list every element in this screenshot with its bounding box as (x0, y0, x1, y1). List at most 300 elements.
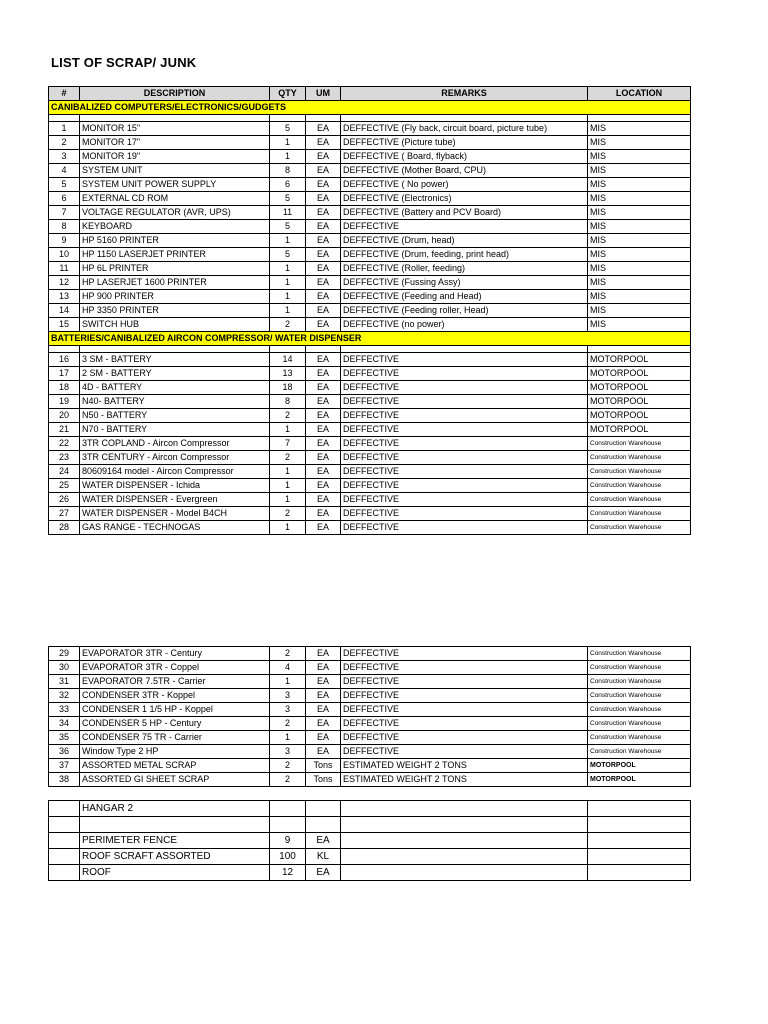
item-remarks (341, 849, 588, 865)
table-row (49, 833, 691, 849)
item-remarks: DEFFECTIVE (341, 521, 588, 535)
item-location: Construction Warehouse (588, 661, 691, 675)
item-number: 35 (49, 731, 80, 745)
item-um: EA (306, 381, 341, 395)
item-number: 12 (49, 276, 80, 290)
item-remarks: DEFFECTIVE (341, 409, 588, 423)
item-remarks: DEFFECTIVE (Feeding and Head) (341, 290, 588, 304)
item-description: CONDENSER 3TR - Koppel (80, 689, 270, 703)
item-location: MOTORPOOL (588, 395, 691, 409)
item-location: MIS (588, 136, 691, 150)
table-row (49, 150, 691, 164)
item-number: 18 (49, 381, 80, 395)
item-number: 22 (49, 437, 80, 451)
table-row (49, 703, 691, 717)
item-qty: 2 (270, 318, 306, 332)
item-qty: 5 (270, 248, 306, 262)
item-number: 19 (49, 395, 80, 409)
item-location: Construction Warehouse (588, 479, 691, 493)
item-number (49, 849, 80, 865)
item-remarks: DEFFECTIVE (341, 647, 588, 661)
item-um: EA (306, 703, 341, 717)
table-row (49, 521, 691, 535)
item-um: KL (306, 849, 341, 865)
page-title: LIST OF SCRAP/ JUNK (51, 55, 197, 70)
item-qty: 1 (270, 234, 306, 248)
spacer-cell (80, 346, 270, 353)
item-remarks: DEFFECTIVE (341, 367, 588, 381)
item-qty: 5 (270, 192, 306, 206)
item-um: EA (306, 353, 341, 367)
item-description: HP 5160 PRINTER (80, 234, 270, 248)
spacer-cell (588, 346, 691, 353)
item-description: 4D - BATTERY (80, 381, 270, 395)
item-qty: 2 (270, 647, 306, 661)
item-qty: 18 (270, 381, 306, 395)
item-qty: 2 (270, 409, 306, 423)
item-qty: 13 (270, 367, 306, 381)
item-um: EA (306, 220, 341, 234)
item-remarks (341, 833, 588, 849)
item-um: Tons (306, 759, 341, 773)
item-location: MIS (588, 234, 691, 248)
table-row (49, 304, 691, 318)
item-location: MOTORPOOL (588, 773, 691, 787)
spacer-cell (588, 115, 691, 122)
table-row (49, 164, 691, 178)
item-number: 32 (49, 689, 80, 703)
table-row (49, 290, 691, 304)
spacer-cell (270, 346, 306, 353)
item-remarks: DEFFECTIVE (341, 703, 588, 717)
spacer-row (49, 115, 691, 122)
item-um: EA (306, 192, 341, 206)
item-um: EA (306, 276, 341, 290)
item-description: CONDENSER 5 HP - Century (80, 717, 270, 731)
item-um: EA (306, 521, 341, 535)
item-remarks: DEFFECTIVE (341, 423, 588, 437)
item-um: EA (306, 234, 341, 248)
item-description: ROOF SCRAFT ASSORTED (80, 849, 270, 865)
scrap-table-main (48, 86, 691, 535)
table-row (49, 423, 691, 437)
item-location: Construction Warehouse (588, 703, 691, 717)
table-row (49, 745, 691, 759)
item-remarks: DEFFECTIVE (Fussing Assy) (341, 276, 588, 290)
item-location: MIS (588, 290, 691, 304)
item-number: 17 (49, 367, 80, 381)
item-remarks: DEFFECTIVE (341, 395, 588, 409)
item-location: MIS (588, 262, 691, 276)
item-number: 37 (49, 759, 80, 773)
table-row (49, 234, 691, 248)
table-row (49, 136, 691, 150)
item-remarks (341, 817, 588, 833)
item-qty: 1 (270, 479, 306, 493)
item-number: 4 (49, 164, 80, 178)
item-remarks: DEFFECTIVE (Electronics) (341, 192, 588, 206)
item-location (588, 817, 691, 833)
item-remarks: DEFFECTIVE (341, 493, 588, 507)
item-qty: 8 (270, 164, 306, 178)
spacer-cell (306, 346, 341, 353)
item-number: 20 (49, 409, 80, 423)
item-um: EA (306, 318, 341, 332)
item-remarks: DEFFECTIVE (341, 717, 588, 731)
item-number: 24 (49, 465, 80, 479)
item-qty: 1 (270, 521, 306, 535)
table-row (49, 479, 691, 493)
table-row (49, 661, 691, 675)
item-description: 80609164 model - Aircon Compressor (80, 465, 270, 479)
item-location: Construction Warehouse (588, 437, 691, 451)
table-row (49, 178, 691, 192)
item-number: 14 (49, 304, 80, 318)
item-um: EA (306, 423, 341, 437)
item-description: SYSTEM UNIT (80, 164, 270, 178)
table-row (49, 675, 691, 689)
item-qty: 6 (270, 178, 306, 192)
item-um: EA (306, 833, 341, 849)
item-location: MIS (588, 192, 691, 206)
item-number: 29 (49, 647, 80, 661)
item-description: CONDENSER 1 1/5 HP - Koppel (80, 703, 270, 717)
table-row (49, 817, 691, 833)
item-location: MOTORPOOL (588, 409, 691, 423)
item-description: EVAPORATOR 7.5TR - Carrier (80, 675, 270, 689)
item-description: 3TR COPLAND - Aircon Compressor (80, 437, 270, 451)
item-remarks: DEFFECTIVE (Feeding roller, Head) (341, 304, 588, 318)
item-remarks: DEFFECTIVE (Battery and PCV Board) (341, 206, 588, 220)
item-description: SWITCH HUB (80, 318, 270, 332)
item-qty: 1 (270, 675, 306, 689)
item-location: Construction Warehouse (588, 745, 691, 759)
item-location: MIS (588, 150, 691, 164)
item-number: 31 (49, 675, 80, 689)
table-row (49, 849, 691, 865)
item-remarks (341, 865, 588, 881)
section-title: BATTERIES/CANIBALIZED AIRCON COMPRESSOR/ WATER DISPENSER (49, 332, 691, 346)
header-number: # (49, 87, 80, 101)
item-description: N40- BATTERY (80, 395, 270, 409)
item-number: 30 (49, 661, 80, 675)
item-qty: 12 (270, 865, 306, 881)
item-remarks: DEFFECTIVE (341, 479, 588, 493)
item-um: EA (306, 465, 341, 479)
spacer-cell (80, 115, 270, 122)
spacer-cell (341, 115, 588, 122)
item-qty: 1 (270, 276, 306, 290)
item-description (80, 817, 270, 833)
item-number: 16 (49, 353, 80, 367)
item-um: EA (306, 178, 341, 192)
item-description: EXTERNAL CD ROM (80, 192, 270, 206)
item-um (306, 801, 341, 817)
item-remarks: DEFFECTIVE (341, 731, 588, 745)
item-remarks: DEFFECTIVE ( No power) (341, 178, 588, 192)
item-number (49, 801, 80, 817)
table-row (49, 276, 691, 290)
item-remarks: DEFFECTIVE (Drum, head) (341, 234, 588, 248)
item-location: MIS (588, 248, 691, 262)
table-row (49, 801, 691, 817)
item-remarks: DEFFECTIVE (341, 465, 588, 479)
item-number: 21 (49, 423, 80, 437)
item-location: MOTORPOOL (588, 423, 691, 437)
item-um: EA (306, 479, 341, 493)
item-remarks: DEFFECTIVE (341, 689, 588, 703)
item-um: EA (306, 689, 341, 703)
item-qty: 1 (270, 465, 306, 479)
item-location: MIS (588, 318, 691, 332)
table-row (49, 220, 691, 234)
item-description: MONITOR 15" (80, 122, 270, 136)
item-description: SYSTEM UNIT POWER SUPPLY (80, 178, 270, 192)
item-description: ASSORTED GI SHEET SCRAP (80, 773, 270, 787)
item-um: EA (306, 136, 341, 150)
table-row (49, 122, 691, 136)
table-row (49, 647, 691, 661)
item-um (306, 817, 341, 833)
item-um: EA (306, 304, 341, 318)
table-row (49, 437, 691, 451)
table-row (49, 395, 691, 409)
table-row (49, 731, 691, 745)
spacer-row (49, 346, 691, 353)
item-um: EA (306, 731, 341, 745)
item-um: EA (306, 493, 341, 507)
spacer-cell (270, 115, 306, 122)
item-um: EA (306, 437, 341, 451)
item-qty: 3 (270, 689, 306, 703)
item-number: 11 (49, 262, 80, 276)
item-qty: 1 (270, 290, 306, 304)
item-description: VOLTAGE REGULATOR (AVR, UPS) (80, 206, 270, 220)
item-qty: 2 (270, 507, 306, 521)
item-qty: 1 (270, 304, 306, 318)
table-row (49, 507, 691, 521)
item-number: 2 (49, 136, 80, 150)
item-description: HP LASERJET 1600 PRINTER (80, 276, 270, 290)
item-qty: 2 (270, 759, 306, 773)
table-row (49, 367, 691, 381)
table-row (49, 353, 691, 367)
item-description: CONDENSER 75 TR - Carrier (80, 731, 270, 745)
item-number: 10 (49, 248, 80, 262)
item-location: Construction Warehouse (588, 451, 691, 465)
item-location: Construction Warehouse (588, 507, 691, 521)
item-location: MIS (588, 178, 691, 192)
table-row (49, 465, 691, 479)
item-qty: 1 (270, 136, 306, 150)
item-description: WATER DISPENSER - Evergreen (80, 493, 270, 507)
item-qty: 2 (270, 717, 306, 731)
item-number: 23 (49, 451, 80, 465)
item-number: 26 (49, 493, 80, 507)
item-qty: 1 (270, 150, 306, 164)
table-row (49, 192, 691, 206)
item-description: 2 SM - BATTERY (80, 367, 270, 381)
item-location: MIS (588, 122, 691, 136)
scrap-table-hangar (48, 800, 691, 881)
table-row (49, 248, 691, 262)
item-description: N50 - BATTERY (80, 409, 270, 423)
table-row (49, 409, 691, 423)
item-um: EA (306, 206, 341, 220)
item-description: EVAPORATOR 3TR - Coppel (80, 661, 270, 675)
item-location: Construction Warehouse (588, 521, 691, 535)
spacer-cell (341, 346, 588, 353)
item-um: EA (306, 745, 341, 759)
item-remarks: DEFFECTIVE (341, 661, 588, 675)
item-location (588, 833, 691, 849)
item-description: ASSORTED METAL SCRAP (80, 759, 270, 773)
item-um: EA (306, 290, 341, 304)
item-um: EA (306, 409, 341, 423)
item-qty: 1 (270, 493, 306, 507)
item-remarks: DEFFECTIVE (Fly back, circuit board, picture tube) (341, 122, 588, 136)
item-um: EA (306, 717, 341, 731)
item-qty: 3 (270, 703, 306, 717)
item-um: EA (306, 122, 341, 136)
item-qty: 5 (270, 220, 306, 234)
item-um: EA (306, 248, 341, 262)
item-remarks: DEFFECTIVE (341, 507, 588, 521)
table-row (49, 381, 691, 395)
table-row (49, 451, 691, 465)
item-description: HP 6L PRINTER (80, 262, 270, 276)
item-um: EA (306, 675, 341, 689)
item-remarks: ESTIMATED WEIGHT 2 TONS (341, 759, 588, 773)
spacer-cell (49, 346, 80, 353)
item-description: 3 SM - BATTERY (80, 353, 270, 367)
item-um: EA (306, 507, 341, 521)
item-remarks: DEFFECTIVE (341, 353, 588, 367)
item-remarks: DEFFECTIVE (341, 381, 588, 395)
item-number: 1 (49, 122, 80, 136)
item-description: WATER DISPENSER - Model B4CH (80, 507, 270, 521)
item-location: MIS (588, 220, 691, 234)
item-location: MOTORPOOL (588, 759, 691, 773)
table-row (49, 318, 691, 332)
item-um: EA (306, 451, 341, 465)
item-qty: 8 (270, 395, 306, 409)
item-description: MONITOR 17" (80, 136, 270, 150)
item-location (588, 801, 691, 817)
header-remarks: REMARKS (341, 87, 588, 101)
section-header (49, 332, 691, 346)
item-remarks: DEFFECTIVE (Mother Board, CPU) (341, 164, 588, 178)
item-um: EA (306, 150, 341, 164)
item-location: MIS (588, 304, 691, 318)
section-title: CANIBALIZED COMPUTERS/ELECTRONICS/GUDGETS (49, 101, 691, 115)
item-remarks: DEFFECTIVE (no power) (341, 318, 588, 332)
item-number: 5 (49, 178, 80, 192)
item-description: WATER DISPENSER - Ichida (80, 479, 270, 493)
item-qty (270, 801, 306, 817)
item-number: 25 (49, 479, 80, 493)
item-um: EA (306, 395, 341, 409)
item-description: GAS RANGE - TECHNOGAS (80, 521, 270, 535)
table-row (49, 206, 691, 220)
header-description: DESCRIPTION (80, 87, 270, 101)
header-um: UM (306, 87, 341, 101)
item-description: KEYBOARD (80, 220, 270, 234)
item-description: ROOF (80, 865, 270, 881)
item-qty: 5 (270, 122, 306, 136)
item-qty: 1 (270, 731, 306, 745)
table-row (49, 773, 691, 787)
item-qty: 9 (270, 833, 306, 849)
item-location: Construction Warehouse (588, 731, 691, 745)
item-remarks: DEFFECTIVE (Picture tube) (341, 136, 588, 150)
item-remarks: DEFFECTIVE (341, 437, 588, 451)
item-um: EA (306, 865, 341, 881)
item-remarks: DEFFECTIVE (Drum, feeding, print head) (341, 248, 588, 262)
item-description: PERIMETER FENCE (80, 833, 270, 849)
table-row (49, 717, 691, 731)
section-header (49, 101, 691, 115)
item-location (588, 849, 691, 865)
item-number: 36 (49, 745, 80, 759)
item-location: Construction Warehouse (588, 493, 691, 507)
item-description: HANGAR 2 (80, 801, 270, 817)
item-location: MIS (588, 276, 691, 290)
table-row (49, 689, 691, 703)
item-location: Construction Warehouse (588, 689, 691, 703)
item-number: 9 (49, 234, 80, 248)
item-description: EVAPORATOR 3TR - Century (80, 647, 270, 661)
item-remarks: DEFFECTIVE (341, 675, 588, 689)
item-remarks: DEFFECTIVE (341, 220, 588, 234)
item-location: MIS (588, 206, 691, 220)
item-qty: 1 (270, 262, 306, 276)
item-remarks: ESTIMATED WEIGHT 2 TONS (341, 773, 588, 787)
item-um: EA (306, 262, 341, 276)
header-row (49, 87, 691, 101)
item-qty: 1 (270, 423, 306, 437)
table-row (49, 759, 691, 773)
item-qty: 100 (270, 849, 306, 865)
item-description: HP 3350 PRINTER (80, 304, 270, 318)
item-number (49, 817, 80, 833)
item-remarks: DEFFECTIVE (341, 451, 588, 465)
item-description: HP 1150 LASERJET PRINTER (80, 248, 270, 262)
item-location (588, 865, 691, 881)
item-um: EA (306, 647, 341, 661)
item-remarks: DEFFECTIVE ( Board, flyback) (341, 150, 588, 164)
item-qty: 14 (270, 353, 306, 367)
item-location: MIS (588, 164, 691, 178)
header-qty: QTY (270, 87, 306, 101)
item-um: EA (306, 164, 341, 178)
item-um: Tons (306, 773, 341, 787)
item-number: 34 (49, 717, 80, 731)
item-number: 15 (49, 318, 80, 332)
item-qty: 3 (270, 745, 306, 759)
item-number (49, 865, 80, 881)
item-number: 38 (49, 773, 80, 787)
table-row (49, 493, 691, 507)
item-qty: 7 (270, 437, 306, 451)
item-location: Construction Warehouse (588, 647, 691, 661)
table-row (49, 262, 691, 276)
item-qty: 11 (270, 206, 306, 220)
item-number: 8 (49, 220, 80, 234)
item-description: 3TR CENTURY - Aircon Compressor (80, 451, 270, 465)
scrap-table-continued (48, 646, 691, 787)
item-number (49, 833, 80, 849)
